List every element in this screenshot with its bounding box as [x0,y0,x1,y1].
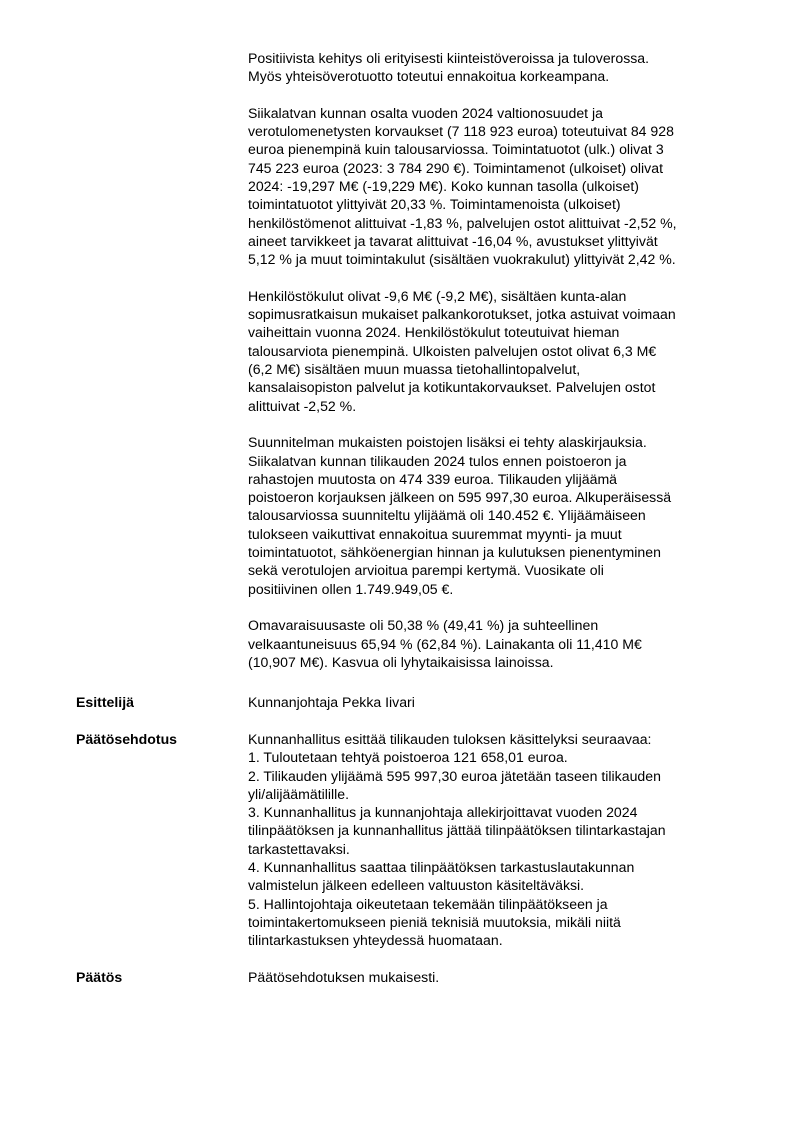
paragraph-fiscal-result: Suunnitelman mukaisten poistojen lisäksi ei tehty alaskirjauksia. Siikalatvan kunnan tilikauden 2024 tulos ennen poistoeron ja rahastojen muutosta on 474 339 euroa. Tilikauden ylijäämä poistoeron korjauksen jälkeen on 595 997,30 euroa. Alkuperäisessä talousarviossa suunniteltu ylijäämä oli 140.452 €. Ylijäämäiseen tulokseen vaikuttivat ennakoitua suuremmat myynti- ja muut toimintatuotot, sähköenergian hinnan ja kulutuksen pienentyminen sekä verotulojen arvioitua parempi kertymä. Vuosikate oli positiivinen ollen 1.749.949,05 €. [248,434,672,597]
paragraph-tax-development: Positiivista kehitys oli erityisesti kiinteistöveroissa ja tuloverossa. Myös yhteisöverotuotto toteutui ennakoitua korkeampana. [248,50,650,85]
proposal-label: Päätösehdotus [76,731,178,747]
paragraph-solvency: Omavaraisuusaste oli 50,38 % (49,41 %) ja suhteellinen velkaantuneisuus 65,94 % (62,84 %). Lainakanta oli 11,410 M€ (10,907 M€). Kasvua oli lyhytaikaisissa lainoissa. [248,617,642,670]
decision-value: Päätösehdotuksen mukaisesti. [248,969,440,985]
paragraph-personnel-costs: Henkilöstökulut olivat -9,6 M€ (-9,2 M€), sisältäen kunta-alan sopimusratkaisun mukaiset palkankorotukset, jotka astuivat voimaan vaiheittain vuonna 2024. Henkilöstökulut toteutuivat hieman talousarviota pienempinä. Ulkoisten palvelujen ostot olivat 6,3 M€ (6,2 M€) sisältäen muun muassa tietohallintopalvelut, kansalaisopiston palvelut ja kotikuntakorvaukset. Palvelujen ostot alittuivat -2,52 %. [248,287,676,414]
financial-summary-section [248,49,748,689]
presenter-label: Esittelijä [76,694,134,710]
proposal-text: Kunnanhallitus esittää tilikauden tuloksen käsittelyksi seuraavaa: 1. Tuloutetaan tehtyä poistoeroa 121 658,01 euroa. 2. Tilikauden ylijäämä 595 997,30 euroa jätetään taseen tilikauden yli/alijäämätilille. 3. Kunnanhallitus ja kunnanjohtaja allekirjoittavat vuoden 2024 tilinpäätöksen ja kunnanhallitus jättää tilinpäätöksen tilintarkastajan tarkastettavaksi. 4. Kunnanhallitus saattaa tilinpäätöksen tarkastuslautakunnan valmistelun jälkeen edelleen valtuuston käsiteltäväksi. 5. Hallintojohtaja oikeutetaan tekemään tilinpäätökseen ja toimintakertomukseen pieniä teknisiä muutoksia, mikäli niitä tilintarkastuksen yhteydessä huomataan. [248,731,666,949]
decision-label: Päätös [76,969,123,985]
presenter-value: Kunnanjohtaja Pekka Iivari [248,694,415,710]
paragraph-state-subsidies: Siikalatvan kunnan osalta vuoden 2024 valtionosuudet ja verotulomenetysten korvaukset (7 118 923 euroa) toteutuivat 84 928 euroa pienempinä kuin talousarviossa. Toimintatuotot (ulk.) olivat 3 745 223 euroa (2023: 3 784 290 €). Toimintamenot (ulkoiset) olivat 2024: -19,297 M€ (-19,229 M€). Koko kunnan tasolla (ulkoiset) toimintatuotot ylittyivät 20,33 %. Toimintamenoista (ulkoiset) henkilöstömenot alittuivat -1,83 %, palvelujen ostot alittuivat -2,52 %, aineet tarvikkeet ja tavarat alittuivat -16,04 %, avustukset ylittyivät 5,12 % ja muut toimintakulut (sisältäen vuokrakulut) ylittyivät 2,42 %. [248,104,677,268]
